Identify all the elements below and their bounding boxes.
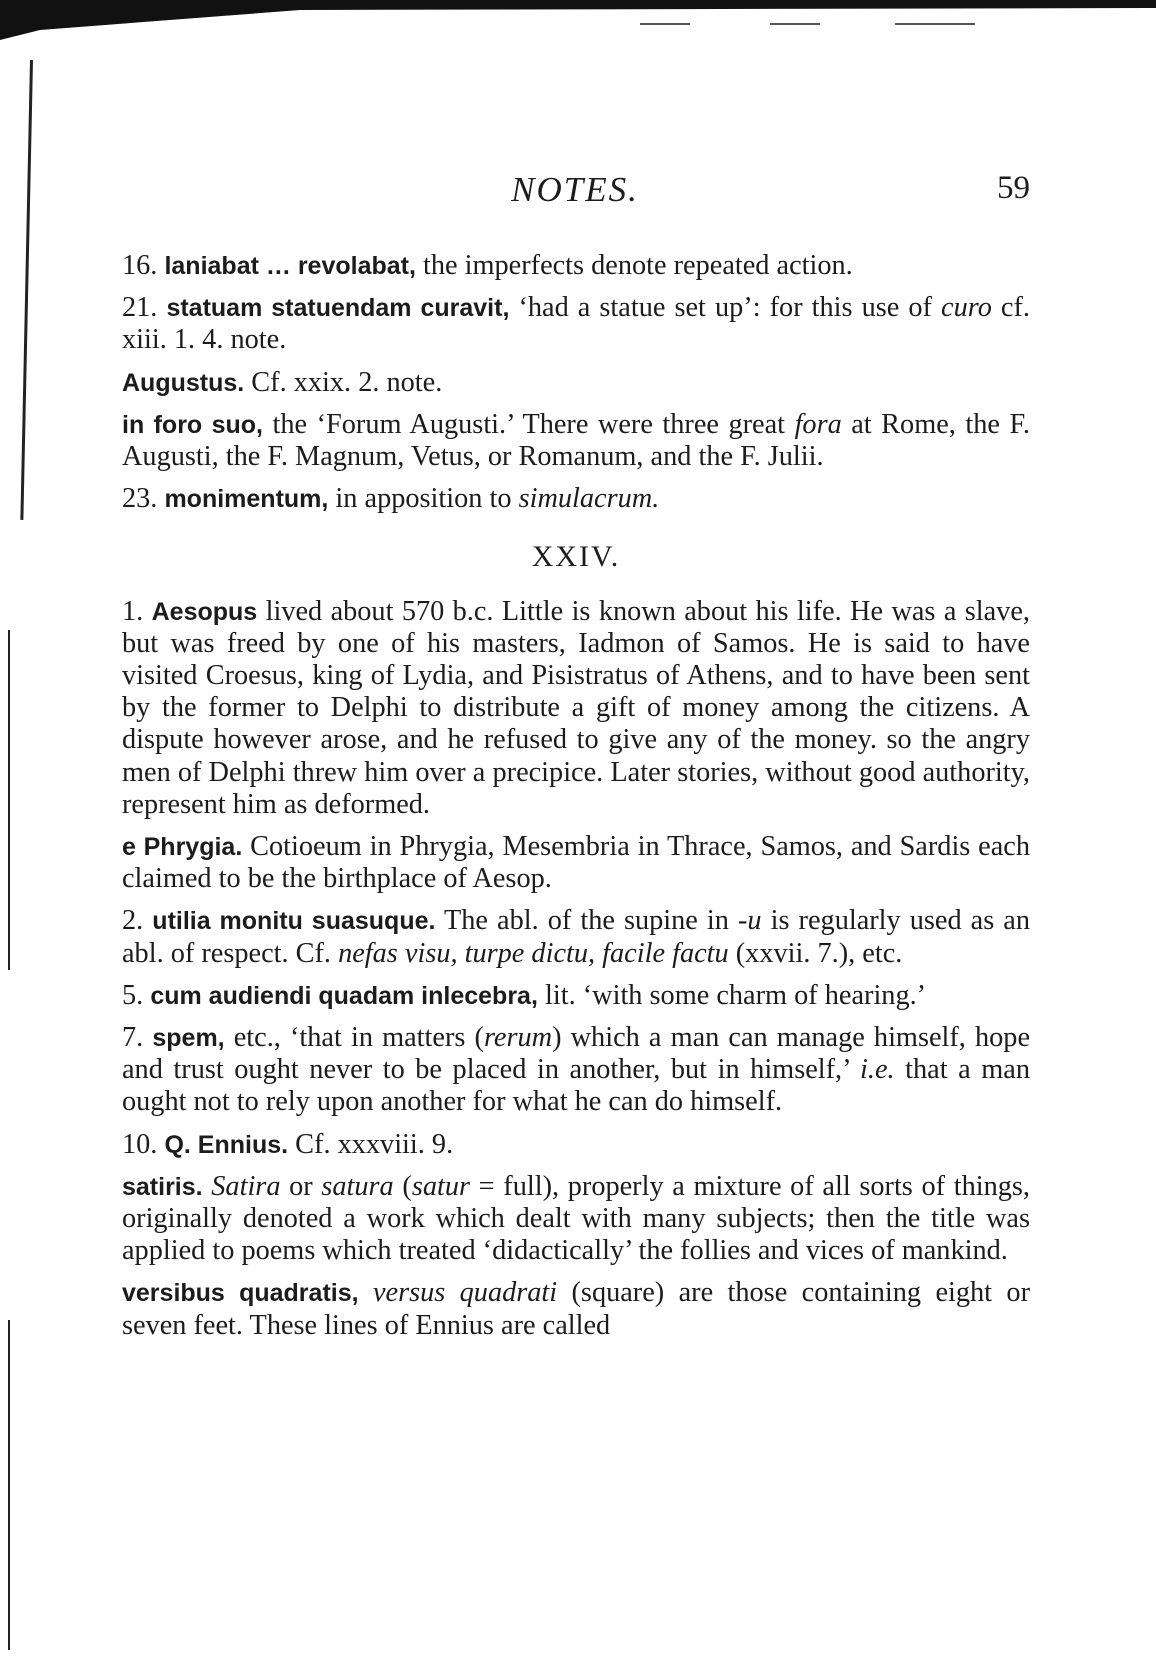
note-text: (square) are those containing eight or seven feet. These lines of Ennius are called [122,1277,1031,1341]
note-23 [122,483,1030,515]
notes-body [122,250,1030,1352]
lemma: utilia monitu suasuque. [152,907,436,936]
note-1-aesopus [122,596,1030,821]
note-text: Cf. xxix. 2. note. [244,366,443,398]
latin-term: satur [411,1170,470,1202]
note-in-foro-suo [122,409,1030,473]
note-text: the ‘Forum Augusti.’ There were three great [262,408,795,440]
latin-term: nefas visu, turpe dictu, facile factu [338,937,729,969]
latin-term: -u [738,905,762,937]
line-number: 16. [122,250,158,281]
margin-rule [8,630,10,970]
note-text: Cf. xxxviii. 9. [288,1128,454,1160]
lemma: cum audiendi quadam inlecebra, [150,981,538,1010]
note-text: ‘had a statue set up’: for this use of [509,292,942,324]
note-augustus [122,367,1030,399]
running-head: NOTES. [511,170,639,209]
note-text: Cotioeum in Phrygia, Mesembria in Thrace, Samos, and Sardis each claimed to be the birthplace of Aesop. [122,831,1031,895]
latin-term: i.e. [860,1054,895,1086]
note-21 [122,292,1030,356]
note-satiris [122,1171,1030,1268]
note-versibus-quadratis [122,1277,1030,1341]
note-5 [122,980,1030,1012]
line-number: 7. [122,1022,144,1054]
note-text: at Rome, the F. Augusti, the F. Magnum, Vetus, or Romanum, and the F. Julii. [122,408,1030,473]
note-text: = full), properly a mixture of all sorts of things, originally denoted a work which dealt with many subjects; then the title was applied to poems which treated ‘didactically’ the follies and vices of mankind. [122,1170,1030,1267]
lemma: in foro suo, [122,410,263,439]
note-text [359,1277,373,1308]
note-7 [122,1022,1030,1119]
latin-term: versus quadrati [372,1277,558,1309]
page-top-edge [0,0,1156,40]
margin-rule [20,60,33,520]
lemma: Aesopus [151,597,258,626]
note-text: the imperfects denote repeated action. [415,250,853,281]
lemma: versibus quadratis, [122,1279,359,1308]
lemma: laniabat … revolabat, [164,252,416,280]
note-text: ) which a man can manage himself, hope and trust ought never to be placed in another, but in himself,’ [122,1022,1030,1086]
note-16 [122,250,1030,282]
note-text: lived about 570 b.c. Little is known about his life. He was a slave, but was freed by one of his masters, Iadmon of Samos. He is said to have visited Croesus, king of Lydia, and Pisistratus of Athens, and to have been sent by the former to Delphi to distribute a gift of money among the citizens. A dispute however arose, and he refused to give any of the money. so the angry men of Delphi threw him over a precipice. Later stories, without good authority, represent him as deformed. [122,595,1030,820]
latin-term: Satira [211,1170,281,1202]
note-10 [122,1129,1030,1161]
line-number: 1. [122,595,144,627]
section-heading: XXIV. [531,540,621,574]
note-text: that a man ought not to rely upon another for what he can do himself. [122,1054,1030,1118]
lemma: Augustus. [122,368,245,397]
line-number: 21. [122,292,158,324]
latin-term: rerum [483,1022,553,1054]
note-text: is regularly used as an abl. of respect. Cf. [122,905,1031,969]
latin-term: curo [941,292,992,324]
note-text: The abl. of the supine in [435,905,738,937]
note-text: lit. ‘with some charm of hearing.’ [537,979,927,1011]
note-text: cf. xiii. 1. 4. note. [122,292,1030,356]
line-number: 2. [122,905,144,937]
note-2 [122,905,1030,969]
lemma: e Phrygia. [122,833,243,862]
line-number: 5. [122,979,144,1011]
note-text: ( [393,1170,412,1202]
lemma: monimentum, [164,485,329,514]
note-text [203,1171,212,1202]
page-number: 59 [997,170,1030,206]
latin-term: simulacrum. [518,483,660,515]
margin-rule [8,1320,10,1650]
lemma: satiris. [122,1172,203,1201]
line-number: 10. [122,1128,158,1160]
note-e-phrygia [122,831,1030,895]
lemma: statuam statuendam curavit, [166,294,510,323]
lemma: spem, [152,1024,225,1053]
page-header [120,170,1030,214]
note-text: in apposition to [328,483,519,515]
latin-term: satura [321,1170,394,1202]
note-text: or [280,1170,322,1202]
lemma: Q. Ennius. [164,1130,289,1159]
latin-term: fora [794,408,842,440]
line-number: 23. [122,483,158,515]
note-text: (xxvii. 7.), etc. [728,937,903,969]
note-text: etc., ‘that in matters ( [224,1022,484,1054]
